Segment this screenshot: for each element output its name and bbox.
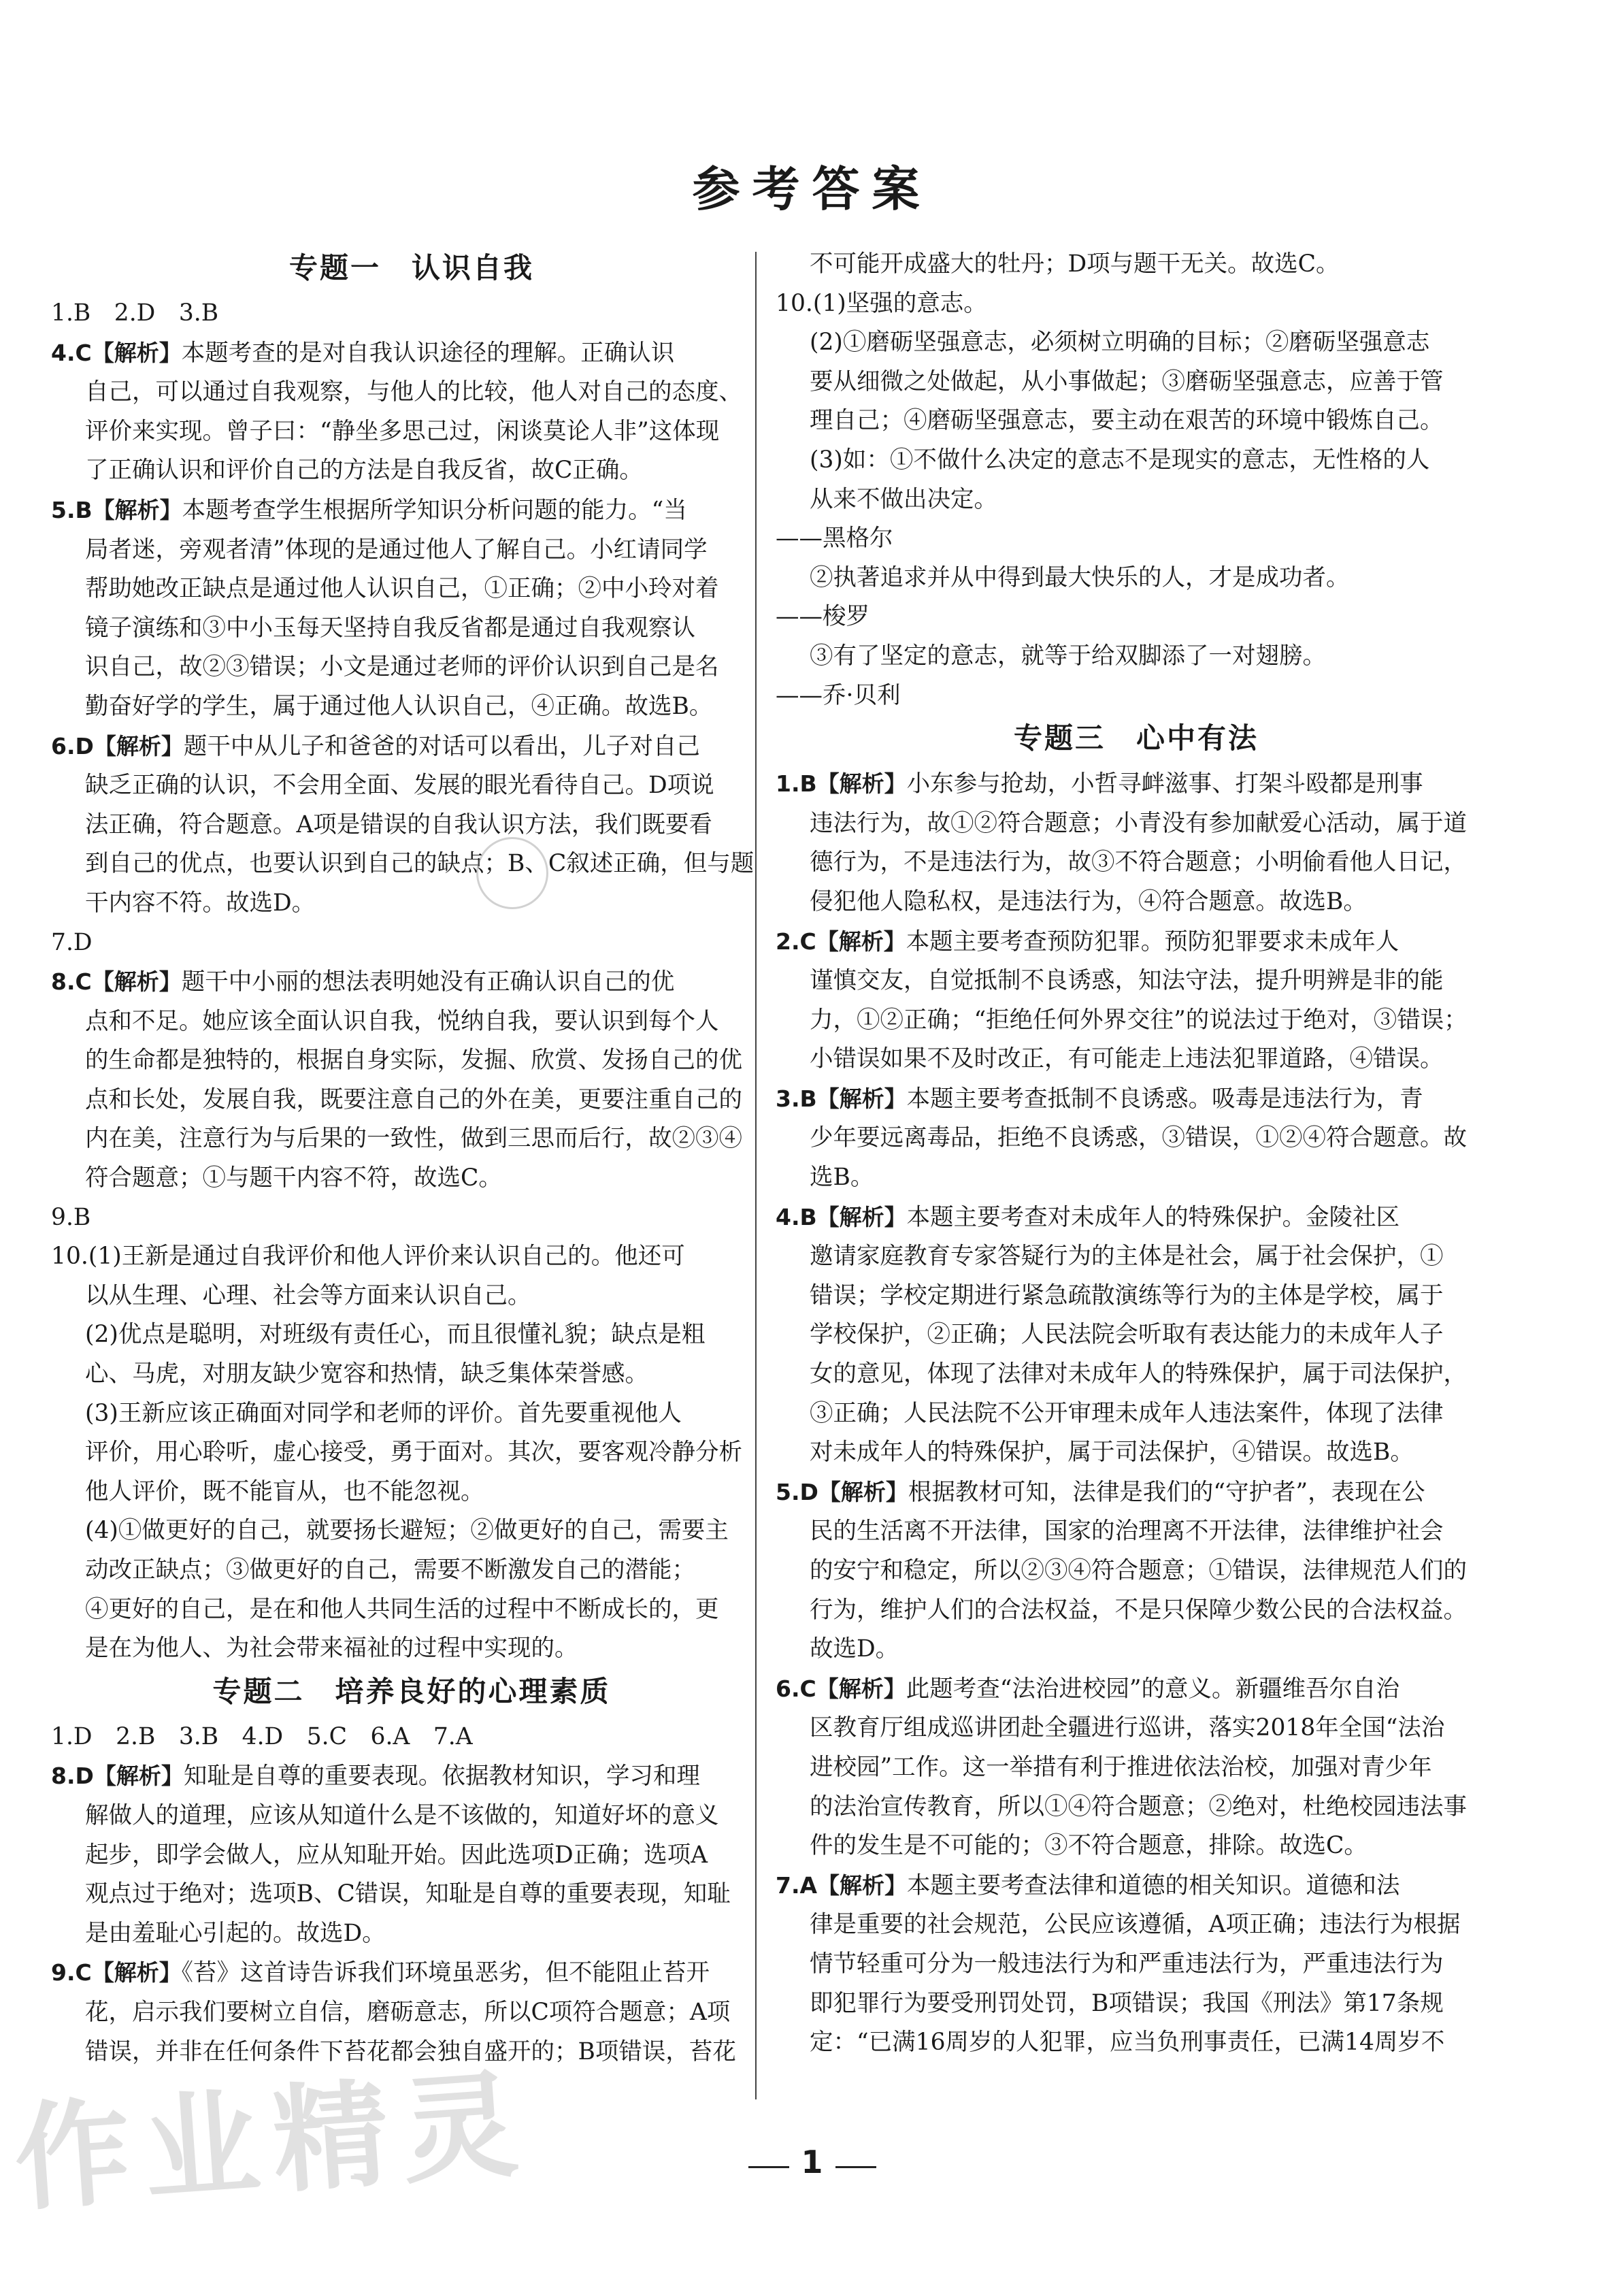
answer-continuation <box>51 845 772 884</box>
answer-continuation <box>51 1836 772 1876</box>
answer-text: 评价来实现。曾子曰：“静坐多思己过，闲谈莫论人非”这体现 <box>85 417 720 445</box>
right-column <box>776 245 1497 2063</box>
answer-text: 到自己的优点，也要认识到自己的缺点；B、C叙述正确，但与题 <box>85 850 755 878</box>
answer-text: 本题主要考查对未成年人的特殊保护。金陵社区 <box>906 1203 1400 1231</box>
answer-continuation <box>51 1355 772 1394</box>
answer-text: 勤奋好学的学生，属于通过他人认识自己，④正确。故选B。 <box>85 692 713 720</box>
answer-text: 民的生活离不开法律，国家的治理离不开法律，法律维护社会 <box>810 1518 1444 1545</box>
answer-continuation <box>51 1590 772 1630</box>
answer-continuation <box>776 441 1497 480</box>
answer-item <box>776 1079 1497 1119</box>
answer-continuation <box>51 1914 772 1954</box>
answer-text: 自己，可以通过自我观察，与他人的比较，他人对自己的态度、 <box>85 378 742 406</box>
answer-continuation <box>776 1552 1497 1591</box>
answer-text: 区教育厅组成巡讲团赴全疆进行巡讲，落实2018年全国“法治 <box>810 1714 1445 1742</box>
answer-text: 镜子演练和③中小玉每天坚持自我反省都是通过自我观察认 <box>85 614 695 642</box>
answer-text: 1.B 2.D 3.B <box>51 299 219 327</box>
answer-tag: 4.B【解析】 <box>776 1203 907 1230</box>
answer-text: 的生命都是独特的，根据自身实际，发掘、欣赏、发扬自己的优 <box>85 1047 742 1075</box>
answer-continuation <box>51 373 772 412</box>
answer-text: 谨慎交友，自觉抵制不良诱惑，知法守法，提升明辨是非的能 <box>810 967 1444 995</box>
answer-text: 此题考查“法治进校园”的意义。新疆维吾尔自治 <box>906 1675 1399 1703</box>
answer-continuation <box>51 1629 772 1669</box>
answer-text: 符合题意；①与题干内容不符，故选C。 <box>85 1164 502 1192</box>
answer-text: ——梭罗 <box>776 603 869 631</box>
answer-continuation <box>51 648 772 687</box>
answer-continuation <box>51 1433 772 1473</box>
answer-continuation <box>51 1081 772 1120</box>
answer-continuation <box>51 687 772 727</box>
answer-continuation <box>51 1002 772 1042</box>
answer-item <box>51 923 772 963</box>
answer-text: 动改正缺点；③做更好的自己，需要不断激发自己的潜能； <box>85 1556 695 1584</box>
section-title: 专题三 心中有法 <box>1013 721 1259 755</box>
answer-text: 内在美，注意行为与后果的一致性，做到三思而后行，故②③④ <box>85 1125 742 1153</box>
answer-continuation <box>776 1355 1497 1394</box>
answer-item <box>776 1866 1497 1906</box>
answer-continuation <box>776 1788 1497 1827</box>
answer-text: 少年要远离毒品，拒绝不良诱惑，③错误，①②④符合题意。故 <box>810 1124 1467 1152</box>
answer-text: ③正确；人民法院不公开审理未成年人违法案件，体现了法律 <box>810 1399 1444 1427</box>
page-number: 1 <box>801 2144 823 2180</box>
answer-text: 的安宁和稳定，所以②③④符合题意；①错误，法律规范人们的 <box>810 1557 1467 1584</box>
watermark: 作业精灵 <box>10 2057 536 2228</box>
answer-text: 理自己；④磨砺坚强意志，要主动在艰苦的环境中锻炼自己。 <box>810 407 1444 435</box>
answer-continuation <box>776 962 1497 1001</box>
answer-continuation <box>776 1591 1497 1631</box>
answer-continuation <box>51 1797 772 1836</box>
answer-item <box>51 1237 772 1277</box>
column-divider <box>755 252 757 2099</box>
answer-text: 花，启示我们要树立自信，磨砺意志，所以C项符合题意；A项 <box>85 1998 731 2026</box>
answer-text: 本题主要考查预防犯罪。预防犯罪要求未成年人 <box>906 928 1399 955</box>
answer-text: ②执著追求并从中得到最大快乐的人，才是成功者。 <box>810 563 1350 591</box>
answer-continuation <box>51 451 772 491</box>
left-column <box>51 245 772 2072</box>
answer-text: 是在为他人、为社会带来福祉的过程中实现的。 <box>85 1635 578 1663</box>
answer-text: (2)优点是聪明，对班级有责任心，而且很懂礼貌；缺点是粗 <box>85 1321 706 1349</box>
answer-text: 力，①②正确；“拒绝任何外界交往”的说法过于绝对，③错误； <box>810 1006 1468 1034</box>
answer-continuation <box>51 531 772 570</box>
answer-item <box>51 1756 772 1797</box>
answer-tag: 6.D【解析】 <box>51 732 184 759</box>
answer-text: 题干中从儿子和爸爸的对话可以看出，儿子对自己 <box>183 732 700 760</box>
stamp-icon <box>476 837 548 909</box>
answer-text: 小东参与抢劫，小哲寻衅滋事、打架斗殴都是刑事 <box>906 770 1423 798</box>
answer-continuation <box>51 1277 772 1316</box>
answer-continuation <box>51 806 772 845</box>
answer-text: 局者迷，旁观者清”体现的是通过他人了解自己。小红请同学 <box>85 536 708 563</box>
page-title: 参考答案 <box>692 161 932 217</box>
answer-continuation <box>51 1511 772 1551</box>
answer-text: 法正确，符合题意。A项是错误的自我认识方法，我们既要看 <box>85 811 712 838</box>
answer-text: 件的发生是不可能的；③不符合题意，排除。故选C。 <box>810 1832 1368 1860</box>
answer-text: 10.(1)坚强的意志。 <box>776 289 987 317</box>
answer-text: 点和长处，发展自我，既要注意自己的外在美，更要注重自己的 <box>85 1085 742 1113</box>
answer-text: 了正确认识和评价自己的方法是自我反省，故C正确。 <box>85 457 643 485</box>
answer-text: 干内容不符。故选D。 <box>85 889 316 917</box>
answer-tag: 2.C【解析】 <box>776 928 906 955</box>
answer-tag: 8.D【解析】 <box>51 1763 184 1790</box>
answer-text: 本题考查的是对自我认识途径的理解。正确认识 <box>181 339 675 367</box>
answer-continuation <box>776 1433 1497 1473</box>
answer-continuation <box>51 609 772 649</box>
answer-tag: 5.D【解析】 <box>776 1478 908 1505</box>
answer-text: ④更好的自己，是在和他人共同生活的过程中不断成长的，更 <box>85 1595 719 1623</box>
answer-continuation <box>776 1315 1497 1355</box>
answer-continuation <box>776 245 1497 284</box>
quote-attribution <box>776 598 1497 637</box>
answer-text: (4)①做更好的自己，就要扬长避短；②做更好的自己，需要主 <box>85 1517 729 1545</box>
answer-item <box>51 333 772 374</box>
answer-continuation <box>776 559 1497 598</box>
answer-item <box>776 1473 1497 1513</box>
answer-continuation <box>776 1512 1497 1552</box>
answer-text: 即犯罪行为要受刑罚处罚，B项错误；我国《刑法》第17条规 <box>810 1989 1444 2017</box>
answer-item <box>776 764 1497 804</box>
answer-text: 选B。 <box>810 1164 874 1192</box>
answer-continuation <box>776 1001 1497 1041</box>
answer-text: 违法行为，故①②符合题意；小青没有参加献爱心活动，属于道 <box>810 809 1467 837</box>
answer-tag: 4.C【解析】 <box>51 339 182 366</box>
answer-text: 德行为，不是违法行为，故③不符合题意；小明偷看他人日记， <box>810 849 1467 877</box>
answer-item <box>51 294 772 333</box>
answer-tag: 3.B【解析】 <box>776 1085 907 1112</box>
answer-continuation <box>776 1277 1497 1316</box>
answer-text: 是由羞耻心引起的。故选D。 <box>85 1919 386 1947</box>
answer-tag: 1.B【解析】 <box>776 770 907 798</box>
answer-text: 邀请家庭教育专家答疑行为的主体是社会，属于社会保护，① <box>810 1243 1444 1271</box>
answer-continuation <box>776 1748 1497 1788</box>
answer-continuation <box>776 883 1497 922</box>
answer-item <box>51 491 772 531</box>
answer-continuation <box>776 1945 1497 1984</box>
answer-continuation <box>51 766 772 806</box>
answer-item <box>776 284 1497 324</box>
answer-text: 对未成年人的特殊保护，属于司法保护，④错误。故选B。 <box>810 1439 1414 1467</box>
quote-attribution <box>776 676 1497 716</box>
answer-text: 根据教材可知，法律是我们的“守护者”，表现在公 <box>908 1478 1425 1506</box>
answer-continuation <box>776 480 1497 520</box>
answer-item <box>776 1669 1497 1709</box>
answer-tag: 8.C【解析】 <box>51 968 182 996</box>
answer-text: 缺乏正确的认识，不会用全面、发展的眼光看待自己。D项说 <box>85 772 714 800</box>
answer-tag: 6.C【解析】 <box>776 1675 906 1702</box>
answer-text: 定：“已满16周岁的人犯罪，应当负刑事责任，已满14周岁不 <box>810 2029 1445 2057</box>
answer-continuation <box>776 323 1497 363</box>
answer-text: 不可能开成盛大的牡丹；D项与题干无关。故选C。 <box>810 250 1340 278</box>
answer-text: ③有了坚定的意志，就等于给双脚添了一对翅膀。 <box>810 642 1326 670</box>
answer-continuation <box>51 1473 772 1512</box>
answer-continuation <box>51 412 772 452</box>
answer-continuation <box>776 363 1497 402</box>
answer-text: 评价，用心聆听，虚心接受，勇于面对。其次，要客观冷静分析 <box>85 1439 742 1467</box>
answer-text: 故选D。 <box>810 1635 899 1663</box>
answer-text: 从来不做出决定。 <box>810 485 997 513</box>
answer-continuation <box>776 1984 1497 2024</box>
answer-text: 知耻是自尊的重要表现。依据教材知识，学习和理 <box>183 1763 700 1790</box>
section-title: 专题二 培养良好的心理素质 <box>212 1674 611 1708</box>
answer-continuation <box>776 1709 1497 1748</box>
answer-continuation <box>776 2023 1497 2063</box>
answer-continuation <box>776 804 1497 844</box>
answer-item <box>776 922 1497 962</box>
answer-text: 侵犯他人隐私权，是违法行为，④符合题意。故选B。 <box>810 887 1367 915</box>
answer-continuation <box>776 1158 1497 1198</box>
answer-continuation <box>51 570 772 609</box>
answer-continuation <box>776 1394 1497 1434</box>
answer-item <box>51 1198 772 1238</box>
answer-continuation <box>51 1315 772 1355</box>
answer-text: 女的意见，体现了法律对未成年人的特殊保护，属于司法保护， <box>810 1360 1467 1388</box>
answer-text: 本题考查学生根据所学知识分析问题的能力。“当 <box>182 496 687 524</box>
answer-text: 7.D <box>51 928 93 956</box>
answer-tag: 5.B【解析】 <box>51 496 182 523</box>
answer-continuation <box>776 637 1497 676</box>
answer-continuation <box>51 1551 772 1590</box>
answer-text: 他人评价，既不能盲从，也不能忽视。 <box>85 1477 484 1505</box>
answer-continuation <box>51 1993 772 2033</box>
answer-continuation <box>776 1630 1497 1669</box>
answer-item <box>51 1718 772 1757</box>
answer-item <box>51 1953 772 1993</box>
answer-continuation <box>776 402 1497 441</box>
answer-continuation <box>51 1159 772 1198</box>
answer-text: 本题主要考查抵制不良诱惑。吸毒是违法行为，青 <box>906 1085 1423 1113</box>
answer-continuation <box>51 884 772 923</box>
answer-text: (2)①磨砺坚强意志，必须树立明确的目标；②磨砺坚强意志 <box>810 329 1430 357</box>
answer-item <box>51 727 772 767</box>
answer-text: 错误，并非在任何条件下苔花都会独自盛开的；B项错误，苔花 <box>85 2037 736 2065</box>
answer-text: 小错误如果不及时改正，有可能走上违法犯罪道路，④错误。 <box>810 1045 1444 1073</box>
answer-text: 进校园”工作。这一举措有利于推进依法治校，加强对青少年 <box>810 1753 1432 1781</box>
answer-continuation <box>776 843 1497 883</box>
answer-continuation <box>776 1237 1497 1277</box>
answer-text: (3)王新应该正确面对同学和老师的评价。首先要重视他人 <box>85 1399 682 1427</box>
answer-text: 行为，维护人们的合法权益，不是只保障少数公民的合法权益。 <box>810 1596 1467 1624</box>
answer-continuation <box>776 1119 1497 1158</box>
answer-continuation <box>51 1119 772 1159</box>
answer-continuation <box>776 1827 1497 1866</box>
answer-text: 律是重要的社会规范，公民应该遵循，A项正确；违法行为根据 <box>810 1911 1461 1939</box>
answer-text: 点和不足。她应该全面认识自我，悦纳自我，要认识到每个人 <box>85 1007 719 1035</box>
answer-text: 识自己，故②③错误；小文是通过老师的评价认识到自己是名 <box>85 653 719 681</box>
answer-item <box>776 1198 1497 1238</box>
answer-text: 本题主要考查法律和道德的相关知识。道德和法 <box>907 1871 1400 1899</box>
answer-text: 要从细微之处做起，从小事做起；③磨砺坚强意志，应善于管 <box>810 367 1444 395</box>
answer-tag: 7.A【解析】 <box>776 1871 908 1899</box>
page-number-rule-right <box>835 2166 876 2168</box>
answer-text: 起步，即学会做人，应从知耻开始。因此选项D正确；选项A <box>85 1841 708 1869</box>
answer-continuation <box>776 1905 1497 1945</box>
answer-text: 的法治宣传教育，所以①④符合题意；②绝对，杜绝校园违法事 <box>810 1793 1467 1820</box>
answer-continuation <box>51 1394 772 1434</box>
answer-text: 10.(1)王新是通过自我评价和他人评价来认识自己的。他还可 <box>51 1243 685 1271</box>
answer-text: 帮助她改正缺点是通过他人认识自己，①正确；②中小玲对着 <box>85 575 719 603</box>
answer-item <box>51 962 772 1002</box>
answer-continuation <box>51 1875 772 1914</box>
answer-text: 以从生理、心理、社会等方面来认识自己。 <box>85 1281 531 1309</box>
answer-text: 《苔》这首诗告诉我们环境虽恶劣，但不能阻止苔开 <box>181 1959 710 1987</box>
quote-attribution <box>776 519 1497 559</box>
answer-text: 解做人的道理，应该从知道什么是不该做的，知道好坏的意义 <box>85 1801 719 1829</box>
answer-text: 题干中小丽的想法表明她没有正确认识自己的优 <box>181 968 675 996</box>
section-title: 专题一 认识自我 <box>288 251 534 284</box>
answer-continuation <box>51 1041 772 1081</box>
answer-text: 错误；学校定期进行紧急疏散演练等行为的主体是学校，属于 <box>810 1281 1444 1309</box>
answer-text: 情节轻重可分为一般违法行为和严重违法行为，严重违法行为 <box>810 1950 1444 1978</box>
answer-text: 学校保护，②正确；人民法院会听取有表达能力的未成年人子 <box>810 1321 1444 1349</box>
answer-text: 9.B <box>51 1203 91 1231</box>
answer-continuation <box>776 1040 1497 1079</box>
answer-text: 心、马虎，对朋友缺少宽容和热情，缺乏集体荣誉感。 <box>85 1360 648 1388</box>
answer-text: 1.D 2.B 3.B 4.D 5.C 6.A 7.A <box>51 1722 473 1750</box>
answer-tag: 9.C【解析】 <box>51 1959 182 1986</box>
answer-text: (3)如：①不做什么决定的意志不是现实的意志，无性格的人 <box>810 446 1430 474</box>
answer-text: ——黑格尔 <box>776 525 893 553</box>
answer-text: ——乔·贝利 <box>776 681 901 709</box>
answer-text: 观点过于绝对；选项B、C错误，知耻是自尊的重要表现，知耻 <box>85 1880 731 1908</box>
